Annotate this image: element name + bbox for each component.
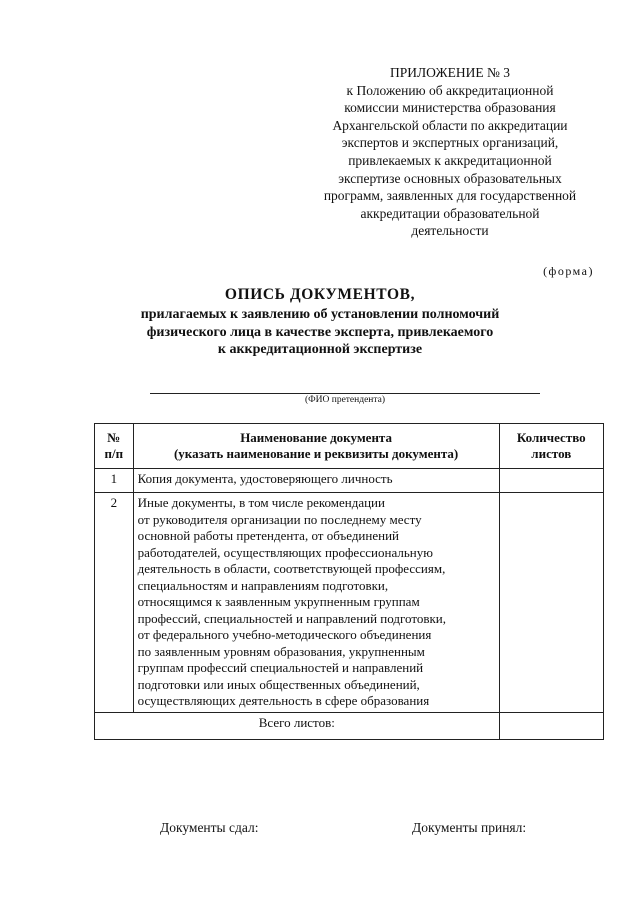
header-num: № п/п (95, 424, 134, 469)
signature-accepted: Документы принял: (412, 820, 527, 835)
form-note: (форма) (543, 264, 594, 278)
appendix-line: к Положению об аккредитационной (346, 82, 554, 98)
appendix-line: деятельности (411, 223, 489, 239)
heading-main: ОПИСЬ ДОКУМЕНТОВ, (224, 286, 416, 303)
fio-underline[interactable] (150, 393, 540, 394)
row-num: 1 (95, 469, 134, 493)
appendix-line: Архангельской области по аккредитации (332, 117, 568, 133)
header-name: Наименование документа (указать наименование и реквизиты документа) (133, 424, 499, 469)
table-row (95, 469, 604, 493)
document-heading (0, 284, 640, 359)
heading-sub-line: к аккредитационной экспертизе (217, 342, 423, 357)
table-total-row (95, 712, 604, 739)
row-count-cell[interactable] (499, 469, 603, 493)
table-header-row (95, 424, 604, 469)
appendix-line: программ, заявленных для государственной (323, 188, 577, 204)
row-count-cell[interactable] (499, 493, 603, 713)
appendix-line: комиссии министерства образования (344, 100, 556, 116)
header-count: Количество листов (499, 424, 603, 469)
appendix-block (300, 64, 600, 240)
appendix-line: экспертизе основных образовательных (338, 170, 562, 186)
row-name: Иные документы, в том числе рекомендации от руководителя организации по последнему месту основной работы претендента, от объединений работодателей, осуществляющих профессиональную деятельность в области, соответствующей профессиям, специальностям и направлениям подготовки, относящимся к заявленным укрупненным группам профессий, специальностей и направлений подготовки, от федерального учебно-методического объединения по заявленным уровням образования, укрупненным группам профессий специальностей и направлений подготовки или иных общественных объединений, осуществляющих деятельность в сфере образования (133, 493, 499, 713)
appendix-line: привлекаемых к аккредитационной (348, 152, 552, 168)
appendix-title: ПРИЛОЖЕНИЕ № 3 (389, 65, 511, 80)
heading-sub-line: прилагаемых к заявлению об установлении полномочий (140, 307, 500, 322)
appendix-line: экспертов и экспертных организаций, (341, 135, 559, 151)
signature-submitted: Документы сдал: (160, 820, 259, 835)
fio-caption: (ФИО претендента) (304, 395, 386, 405)
table-row (95, 493, 604, 713)
row-num: 2 (95, 493, 134, 713)
total-count-cell[interactable] (499, 712, 603, 739)
documents-table (94, 423, 604, 740)
total-label: Всего листов: (95, 712, 500, 739)
appendix-line: аккредитации образовательной (360, 205, 540, 221)
heading-sub-line: физического лица в качестве эксперта, привлекаемого (146, 324, 494, 340)
row-name: Копия документа, удостоверяющего личность (133, 469, 499, 493)
